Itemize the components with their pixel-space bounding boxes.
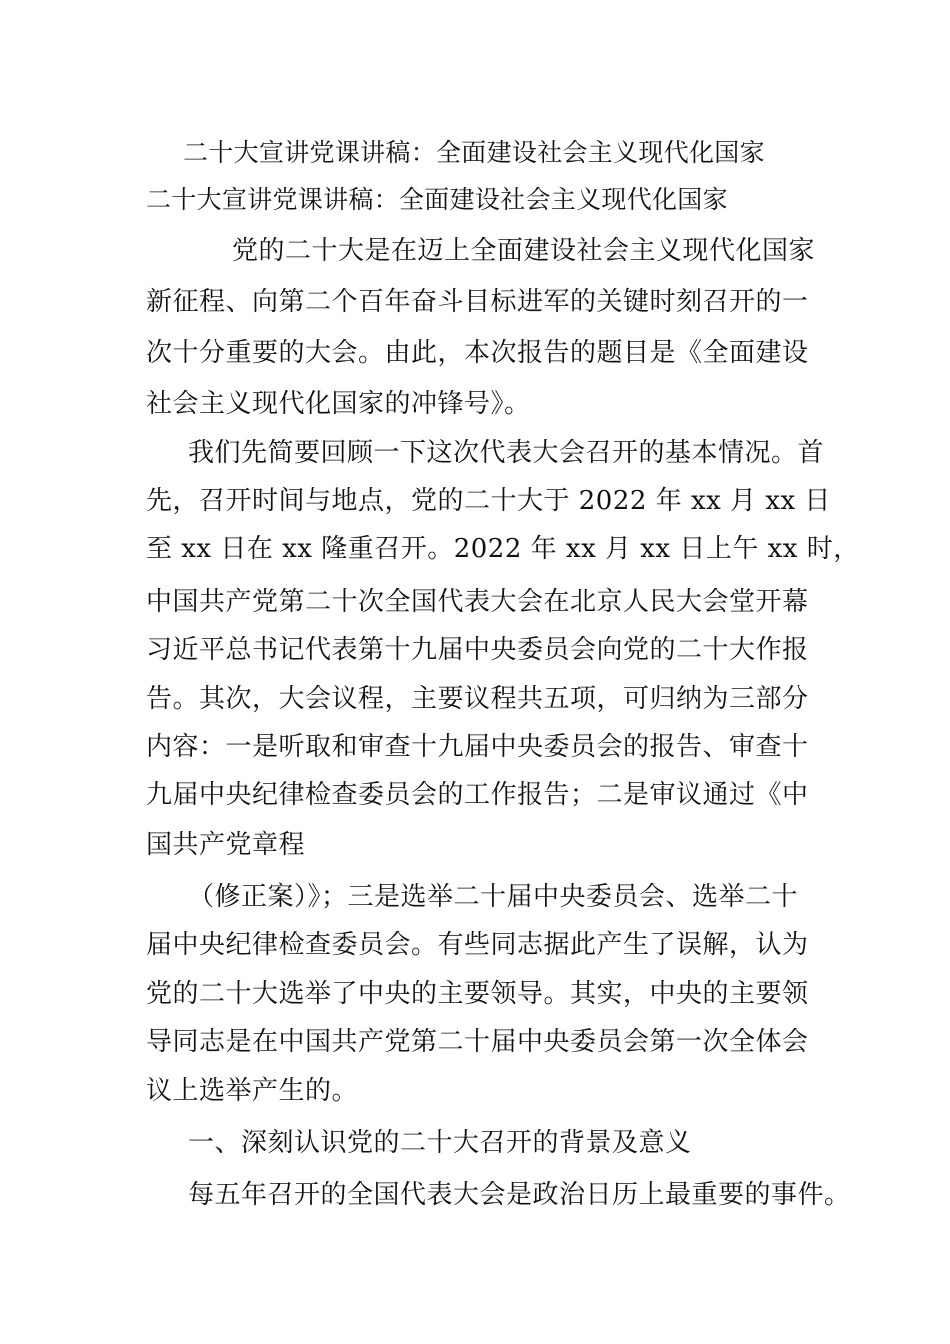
section-heading: 一、深刻认识党的二十大召开的背景及意义 bbox=[188, 1128, 692, 1158]
paragraph-line: 党的二十大选举了中央的主要领导。其实，中央的主要领 bbox=[146, 979, 809, 1009]
paragraph-line: 导同志是在中国共产党第二十届中央委员会第一次全体会 bbox=[146, 1027, 809, 1057]
paragraph-line: 告。其次，大会议程，主要议程共五项，可归纳为三部分 bbox=[146, 684, 809, 714]
paragraph-line: 习近平总书记代表第十九届中央委员会向党的二十大作报 bbox=[146, 635, 809, 665]
paragraph-line: 九届中央纪律检查委员会的工作报告；二是审议通过《中 bbox=[146, 780, 809, 810]
paragraph-line: 内容：一是听取和审查十九届中央委员会的报告、审查十 bbox=[146, 732, 809, 762]
paragraph-line: 我们先简要回顾一下这次代表大会召开的基本情况。首 bbox=[188, 438, 825, 468]
paragraph-line: 至 xx 日在 xx 隆重召开。2022 年 xx 月 xx 日上午 xx 时， bbox=[146, 534, 860, 564]
document-title: 二十大宣讲党课讲稿：全面建设社会主义现代化国家 bbox=[183, 138, 765, 167]
paragraph-line: 党的二十大是在迈上全面建设社会主义现代化国家 bbox=[232, 236, 816, 266]
paragraph-line: 次十分重要的大会。由此，本次报告的题目是《全面建设 bbox=[146, 338, 809, 368]
paragraph-line: 国共产党章程 bbox=[146, 830, 306, 860]
paragraph-line: 中国共产党第二十次全国代表大会在北京人民大会堂开幕 bbox=[146, 587, 809, 617]
paragraph-line: 社会主义现代化国家的冲锋号》。 bbox=[146, 389, 531, 419]
paragraph-line: 先，召开时间与地点，党的二十大于 2022 年 xx 月 xx 日 bbox=[146, 486, 831, 516]
paragraph-line: （修正案）》；三是选举二十届中央委员会、选举二十 bbox=[188, 882, 799, 912]
paragraph-line: 议上选举产生的。 bbox=[146, 1076, 359, 1106]
paragraph-line: 届中央纪律检查委员会。有些同志据此产生了误解，认为 bbox=[146, 930, 809, 960]
paragraph-line: 每五年召开的全国代表大会是政治日历上最重要的事件。 bbox=[188, 1180, 851, 1210]
document-subtitle: 二十大宣讲党课讲稿：全面建设社会主义现代化国家 bbox=[146, 185, 728, 214]
paragraph-line: 新征程、向第二个百年奋斗目标进军的关键时刻召开的一 bbox=[146, 287, 809, 317]
